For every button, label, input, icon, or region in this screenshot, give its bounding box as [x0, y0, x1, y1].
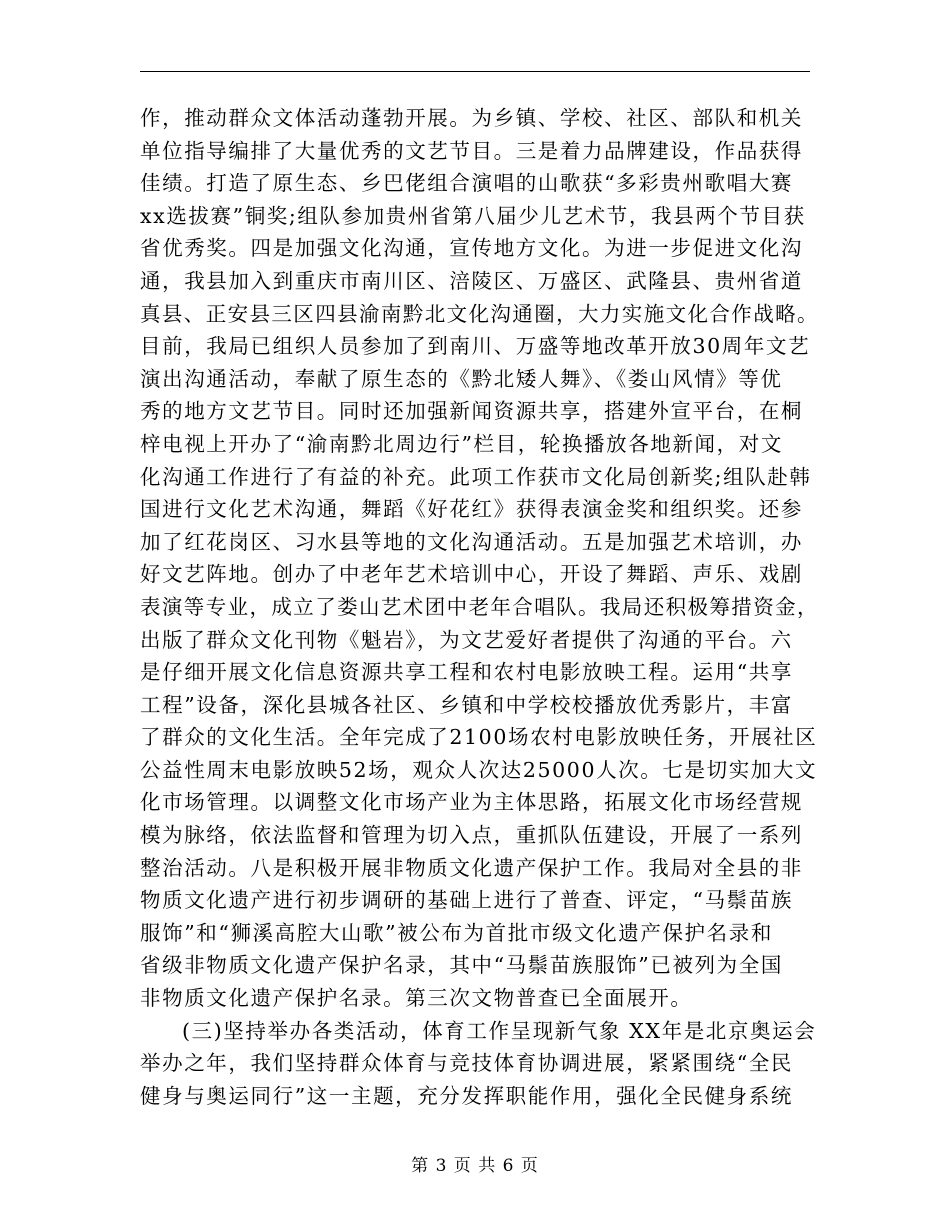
body-text — [140, 102, 820, 1112]
text-line: 公益性周末电影放映52场，观众人次达25000人次。七是切实加大文 — [140, 757, 818, 782]
text-line: 梓电视上开办了“渝南黔北周边行”栏目，轮换播放各地新闻，对文 — [140, 431, 783, 456]
header-rule — [140, 71, 810, 72]
text-line: 作，推动群众文体活动蓬勃开展。为乡镇、学校、社区、部队和机关 — [140, 106, 803, 130]
text-line: 出版了群众文化刊物《魁岩》，为文艺爱好者提供了沟通的平台。六 — [140, 627, 793, 652]
text-line: 演出沟通活动，奉献了原生态的《黔北矮人舞》、《娄山风情》等优 — [140, 366, 783, 391]
text-line: 健身与奥运同行”这一主题，充分发挥职能作用，强化全民健身系统 — [140, 1083, 793, 1108]
text-line: 目前，我局已组织人员参加了到南川、万盛等地改革开放30周年文艺 — [140, 334, 811, 359]
text-line: 省级非物质文化遗产保护名录，其中“马鬃苗族服饰”已被列为全国 — [140, 953, 783, 978]
text-line: 整治活动。八是积极开展非物质文化遗产保护工作。我局对全县的非 — [140, 855, 803, 880]
text-line: 国进行文化艺术沟通，舞蹈《好花红》获得表演金奖和组织奖。还参 — [140, 497, 803, 522]
text-line: 好文艺阵地。创办了中老年艺术培训中心，开设了舞蹈、声乐、戏剧 — [140, 562, 803, 587]
text-line: 真县、正安县三区四县渝南黔北文化沟通圈，大力实施文化合作战略。 — [140, 301, 819, 326]
text-line: 是仔细开展文化信息资源共享工程和农村电影放映工程。运用“共享 — [140, 660, 793, 685]
text-line: 举办之年，我们坚持群众体育与竞技体育协调进展，紧紧围绕“全民 — [140, 1051, 793, 1076]
text-line: 模为脉络，依法监督和管理为切入点，重抓队伍建设，开展了一系列 — [140, 823, 803, 848]
text-line: 表演等专业，成立了娄山艺术团中老年合唱队。我局还积极筹措资金， — [140, 594, 819, 619]
text-line: 化沟通工作进行了有益的补充。此项工作获市文化局创新奖;组队赴韩 — [140, 464, 812, 489]
text-line: 服饰”和“狮溪高腔大山歌”被公布为首批市级文化遗产保护名录和 — [140, 920, 773, 945]
text-line: 工程”设备，深化县城各社区、乡镇和中学校校播放优秀影片，丰富 — [140, 692, 793, 717]
text-line: 非物质文化遗产保护名录。第三次文物普查已全面展开。 — [140, 986, 693, 1011]
text-line: 化市场管理。以调整文化市场产业为主体思路，拓展文化市场经营规 — [140, 790, 803, 815]
text-line: xx选拔赛”铜奖;组队参加贵州省第八届少儿艺术节，我县两个节目获 — [140, 203, 806, 228]
text-line: 佳绩。打造了原生态、乡巴佬组合演唱的山歌获“多彩贵州歌唱大赛 — [140, 171, 793, 196]
text-line: 单位指导编排了大量优秀的文艺节目。三是着力品牌建设，作品获得 — [140, 138, 803, 163]
page-number-footer: 第 3 页 共 6 页 — [411, 1156, 539, 1176]
text-line: 秀的地方文艺节目。同时还加强新闻资源共享，搭建外宣平台，在桐 — [140, 399, 803, 424]
text-line: 省优秀奖。四是加强文化沟通，宣传地方文化。为进一步促进文化沟 — [140, 236, 803, 261]
text-line: 了群众的文化生活。全年完成了2100场农村电影放映任务，开展社区 — [140, 725, 818, 750]
text-line: 通，我县加入到重庆市南川区、涪陵区、万盛区、武隆县、贵州省道 — [140, 268, 803, 293]
text-line: 物质文化遗产进行初步调研的基础上进行了普查、评定，“马鬃苗族 — [140, 888, 793, 913]
section-heading-line: (三)坚持举办各类活动，体育工作呈现新气象 XX年是北京奥运会 — [182, 1018, 817, 1043]
text-line: 加了红花岗区、习水县等地的文化沟通活动。五是加强艺术培训，办 — [140, 529, 803, 554]
